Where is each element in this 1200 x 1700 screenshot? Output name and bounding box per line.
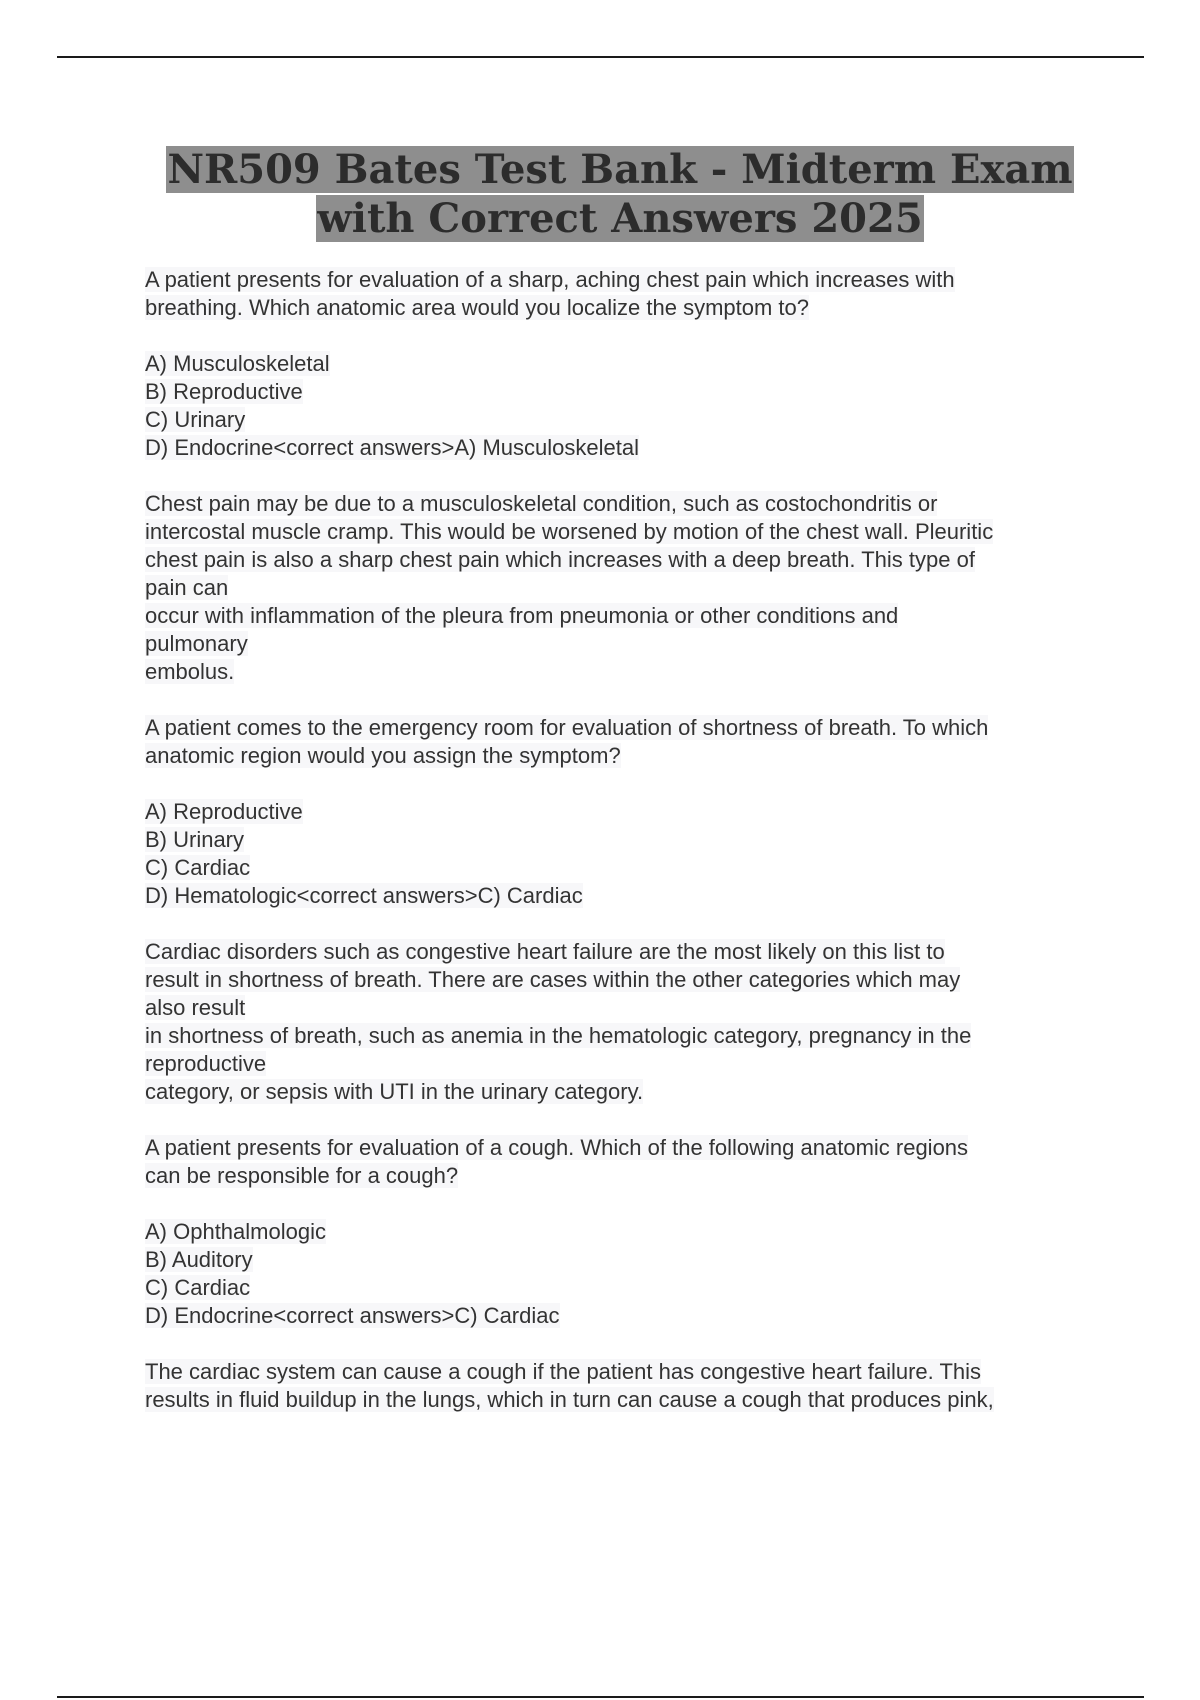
paragraph-gap	[145, 770, 1085, 798]
text-line-content: C) Cardiac	[145, 855, 251, 880]
text-line	[145, 1078, 1085, 1106]
paragraph	[145, 938, 1085, 1106]
text-line-content: Cardiac disorders such as congestive heart failure are the most likely on this list to	[145, 939, 945, 964]
paragraph	[145, 714, 1085, 770]
text-line-content: result in shortness of breath. There are cases within the other categories which may	[145, 967, 961, 992]
text-line	[145, 490, 1085, 518]
title-line: NR509 Bates Test Bank - Midterm Exam	[167, 146, 1073, 193]
paragraph-gap	[145, 1106, 1085, 1134]
text-line-content: D) Endocrine<correct answers>A) Musculoskeletal	[145, 435, 639, 460]
paragraph	[145, 350, 1085, 462]
text-line	[145, 882, 1085, 910]
text-line-content: B) Auditory	[145, 1247, 253, 1272]
text-line	[145, 434, 1085, 462]
paragraph	[145, 266, 1085, 322]
text-line	[145, 658, 1085, 686]
text-line	[145, 518, 1085, 546]
text-line-content: pulmonary	[145, 631, 248, 656]
text-line-content: C) Cardiac	[145, 1275, 251, 1300]
text-line-content: B) Reproductive	[145, 379, 303, 404]
text-line	[145, 602, 1085, 630]
text-line-content: D) Hematologic<correct answers>C) Cardiac	[145, 883, 583, 908]
text-line	[145, 826, 1085, 854]
text-line-content: C) Urinary	[145, 407, 246, 432]
text-line	[145, 574, 1085, 602]
text-line-content: A) Ophthalmologic	[145, 1219, 326, 1244]
text-line	[145, 994, 1085, 1022]
text-line	[145, 266, 1085, 294]
text-line-content: breathing. Which anatomic area would you localize the symptom to?	[145, 295, 810, 320]
text-line-content: pain can	[145, 575, 229, 600]
text-line-content: A) Reproductive	[145, 799, 303, 824]
text-line-content: A patient comes to the emergency room for evaluation of shortness of breath. To which	[145, 715, 989, 740]
text-line	[145, 1386, 1085, 1414]
text-line-content: A patient presents for evaluation of a cough. Which of the following anatomic regions	[145, 1135, 969, 1160]
paragraph	[145, 490, 1085, 686]
text-line-content: reproductive	[145, 1051, 267, 1076]
text-line-content: in shortness of breath, such as anemia in the hematologic category, pregnancy in the	[145, 1023, 972, 1048]
text-line-content: anatomic region would you assign the symptom?	[145, 743, 621, 768]
text-line	[145, 1274, 1085, 1302]
text-line-content: Chest pain may be due to a musculoskeletal condition, such as costochondritis or	[145, 491, 938, 516]
paragraph	[145, 798, 1085, 910]
text-line	[145, 938, 1085, 966]
text-line-content: chest pain is also a sharp chest pain which increases with a deep breath. This type of	[145, 547, 975, 572]
text-line-content: embolus.	[145, 659, 235, 684]
text-line	[145, 1218, 1085, 1246]
text-line-content: occur with inflammation of the pleura from pneumonia or other conditions and	[145, 603, 899, 628]
paragraph-gap	[145, 1330, 1085, 1358]
document-body	[145, 266, 1085, 1414]
text-line	[145, 798, 1085, 826]
text-line	[145, 966, 1085, 994]
text-line	[145, 294, 1085, 322]
paragraph-gap	[145, 1190, 1085, 1218]
document-title	[90, 145, 1150, 243]
text-line	[145, 714, 1085, 742]
text-line-content: B) Urinary	[145, 827, 245, 852]
text-line-content: can be responsible for a cough?	[145, 1163, 459, 1188]
text-line-content: A) Musculoskeletal	[145, 351, 330, 376]
paragraph-gap	[145, 910, 1085, 938]
paragraph-gap	[145, 462, 1085, 490]
paragraph-gap	[145, 322, 1085, 350]
text-line-content: also result	[145, 995, 246, 1020]
text-line	[145, 630, 1085, 658]
text-line-content: A patient presents for evaluation of a sharp, aching chest pain which increases with	[145, 267, 955, 292]
header-rule	[57, 56, 1144, 58]
footer-rule	[57, 1696, 1144, 1698]
text-line	[145, 378, 1085, 406]
text-line	[145, 742, 1085, 770]
text-line-content: intercostal muscle cramp. This would be worsened by motion of the chest wall. Pleuritic	[145, 519, 994, 544]
title-line: with Correct Answers 2025	[317, 195, 923, 242]
text-line	[145, 1022, 1085, 1050]
text-line	[145, 854, 1085, 882]
text-line-content: category, or sepsis with UTI in the urinary category.	[145, 1079, 644, 1104]
text-line-content: results in fluid buildup in the lungs, which in turn can cause a cough that produces pink,	[145, 1387, 994, 1412]
text-line-content: D) Endocrine<correct answers>C) Cardiac	[145, 1303, 560, 1328]
text-line	[145, 1050, 1085, 1078]
text-line	[145, 1358, 1085, 1386]
text-line	[145, 1246, 1085, 1274]
text-line	[145, 1162, 1085, 1190]
paragraph	[145, 1218, 1085, 1330]
text-line	[145, 1134, 1085, 1162]
text-line	[145, 406, 1085, 434]
paragraph-gap	[145, 686, 1085, 714]
paragraph	[145, 1358, 1085, 1414]
text-line	[145, 546, 1085, 574]
text-line	[145, 1302, 1085, 1330]
paragraph	[145, 1134, 1085, 1190]
text-line-content: The cardiac system can cause a cough if the patient has congestive heart failure. This	[145, 1359, 982, 1384]
text-line	[145, 350, 1085, 378]
